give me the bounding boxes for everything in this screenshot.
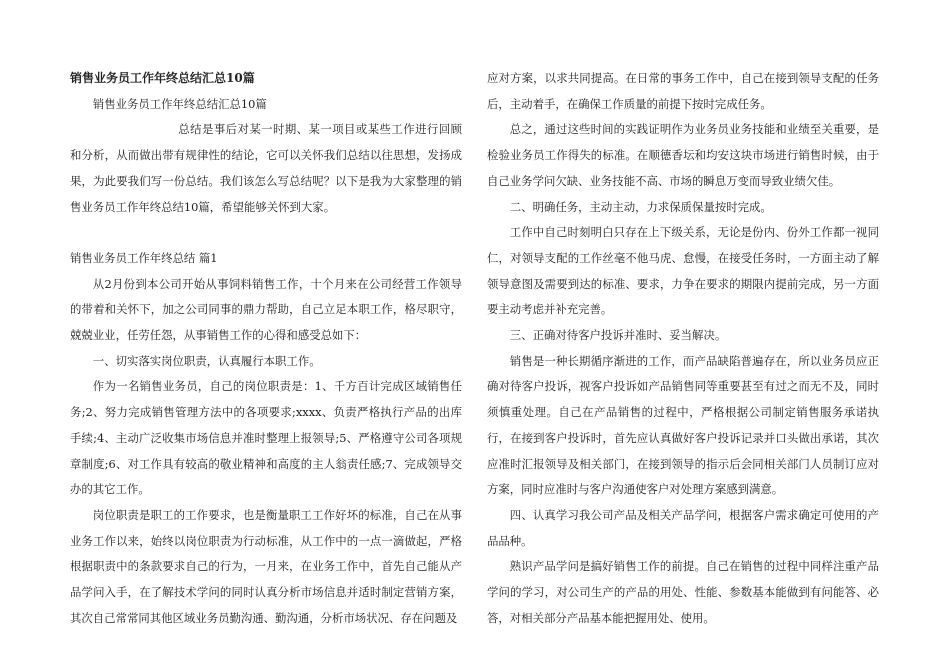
body-paragraph: 四、认真学习我公司产品及相关产品学问，根据客户需求确定可使用的产品品种。 <box>487 507 879 548</box>
body-paragraph: 销售是一种长期循序渐进的工作，而产品缺陷普遍存在，所以业务员应正确对待客户投诉，视客户投诉如产品销售同等重要甚至有过之而无不及，同时须慎重处理。自己在产品销售的过程中，严格根据公司制定销售服务承诺执行，在接到客户投诉时，首先应认真做好客户投诉记录并口头做出承诺，其次应准时汇报领导及相关部门，在接到领导的指示后会同相关部门人员制订应对方案，同时应准时与客户沟通使客户对处理方案感到满意。 <box>487 353 879 497</box>
spacer <box>70 220 462 246</box>
intro-paragraph: 总结是事后对某一时期、某一项目或某些工作进行回顾和分析，从而做出带有规律性的结论，它可以关怀我们总结以往思想，发扬成果，为此要我们写一份总结。我们该怎么写总结呢？以下是我为大家整理的销售业务员工作年终总结10篇，希望能够关怀到大家。 <box>70 122 462 214</box>
section-heading: 销售业务员工作年终总结 篇1 <box>70 250 218 265</box>
body-paragraph: 从2月份到本公司开始从事饲料销售工作，十个月来在公司经营工作领导的带着和关怀下，加之公司同事的鼎力帮助，自己立足本职工作，格尽职守，兢兢业业，任劳任怨，从事销售工作的心得和感受总如下： <box>70 276 462 343</box>
body-paragraph: 熟识产品学问是搞好销售工作的前提。自己在销售的过程中同样注重产品学问的学习，对公司生产的产品的用处、性能、参数基本能做到有问能答、必答，对相关部分产品基本能把握用处、使用。 <box>487 559 879 625</box>
right-column <box>487 66 879 631</box>
body-paragraph: 一、切实落实岗位职责，认真履行本职工作。 <box>92 353 321 368</box>
document-title: 销售业务员工作年终总结汇总10篇 <box>70 71 255 85</box>
body-paragraph: 岗位职责是职工的工作要求，也是衡量职工工作好坏的标准，自己在从事业务工作以来，始终以岗位职责为行动标准，从工作中的一点一滴做起，严格根据职责中的条款要求自己的行为，一月来，在业务工作中，首先自己能从产品学问入手，在了解技术学问的同时认真分析市场信息并适时制定营销方案，其次自己常常同其他区域业务员勤沟通、勤沟通，分析市场状况、存在问题及 <box>70 507 462 625</box>
left-column <box>70 66 462 631</box>
body-paragraph: 应对方案，以求共同提高。在日常的事务工作中，自己在接到领导支配的任务后，主动着手，在确保工作质量的前提下按时完成任务。 <box>487 71 879 111</box>
body-paragraph: 二、明确任务，主动主动，力求保质保量按时完成。 <box>509 199 772 214</box>
body-paragraph: 工作中自己时刻明白只存在上下级关系，无论是份内、份外工作都一视同仁，对领导支配的工作丝毫不他马虎、怠慢，在接受任务时，一方面主动了解领导意图及需要到达的标准、要求，力争在要求的期限内提前完成，另一方面要主动考虑并补充完善。 <box>487 225 879 317</box>
body-paragraph: 总之，通过这些时间的实践证明作为业务员业务技能和业绩至关重要，是检验业务员工作得失的标准。在顺德香坛和均安这块市场进行销售时候，由于自己业务学问欠缺、业务技能不高、市场的瞬息万变而导致业绩欠佳。 <box>487 122 879 188</box>
document-subtitle: 销售业务员工作年终总结汇总10篇 <box>92 96 267 111</box>
body-paragraph: 作为一名销售业务员，自己的岗位职责是：1、千方百计完成区域销售任务;2、努力完成销售管理方法中的各项要求;xxxx、负责严格执行产品的出库手续;4、主动广泛收集市场信息并准时整理上报领导;5、严格遵守公司各项规章制度;6、对工作具有较高的敬业精神和高度的主人翁责任感;7、完成领导交办的其它工作。 <box>70 379 462 497</box>
body-paragraph: 三、正确对待客户投诉并准时、妥当解决。 <box>509 328 727 343</box>
